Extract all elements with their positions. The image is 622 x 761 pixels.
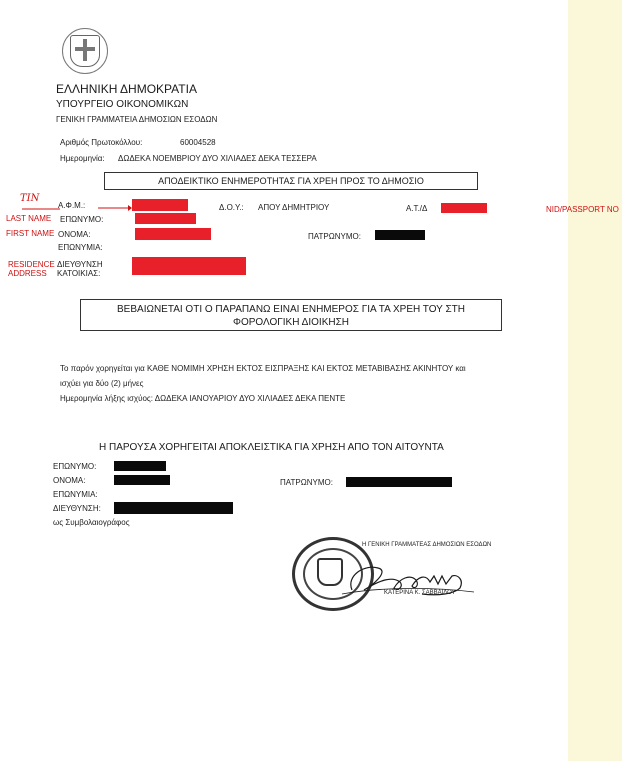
redacted-last-name (135, 213, 196, 224)
redacted-address (132, 257, 246, 275)
field-eponymia-label: ΕΠΩΝΥΜΙΑ: (58, 243, 103, 252)
field-eponymo-label: ΕΠΩΝΥΜΟ: (60, 215, 104, 224)
annotation-nid: NID/PASSPORT NO (546, 205, 619, 214)
date-value: ΔΩΔΕΚΑ ΝΟΕΜΒΡΙΟΥ ΔΥΟ ΧΙΛΙΑΔΕΣ ΔΕΚΑ ΤΕΣΣΕΡΑ (118, 154, 317, 163)
redacted-section2-onoma (114, 475, 170, 485)
section2-heading: Η ΠΑΡΟΥΣΑ ΧΟΡΗΓΕΙΤΑΙ ΑΠΟΚΛΕΙΣΤΙΚΑ ΓΙΑ ΧΡΗΣΗ ΑΠΟ ΤΟΝ ΑΙΤΟΥΝΤΑ (99, 442, 444, 453)
confirmation-line-1: ΒΕΒΑΙΩΝΕΤΑΙ ΟΤΙ Ο ΠΑΡΑΠΑΝΩ ΕΙΝΑΙ ΕΝΗΜΕΡΟΣ ΓΙΑ ΤΑ ΧΡΕΗ ΤΟΥ ΣΤΗ (117, 304, 465, 315)
redacted-first-name (135, 228, 211, 240)
redacted-nid (441, 203, 487, 213)
protocol-value: 60004528 (180, 138, 216, 147)
date-label: Ημερομηνία: (60, 154, 105, 163)
validity-line-1: Το παρόν χορηγείται για ΚΑΘΕ ΝΟΜΙΜΗ ΧΡΗΣΗ ΕΚΤΟΣ ΕΙΣΠΡΑΞΗΣ ΚΑΙ ΕΚΤΟΣ ΜΕΤΑΒΙΒΑΣΗΣ ΑΚΙΝΗΤΟΥ και (60, 364, 466, 373)
greek-emblem-icon (62, 28, 108, 74)
section2-address-label: ΔΙΕΥΘΥΝΣΗ: (53, 504, 101, 513)
confirmation-line-2: ΦΟΡΟΛΟΓΙΚΗ ΔΙΟΙΚΗΣΗ (233, 317, 349, 328)
confirmation-box (80, 299, 502, 331)
section2-eponymia-label: ΕΠΩΝΥΜΙΑ: (53, 490, 98, 499)
field-address-label-2: ΚΑΤΟΙΚΙΑΣ: (57, 269, 101, 278)
field-onoma-label: ΟΝΟΜΑ: (58, 230, 91, 239)
redacted-section2-patronymo (346, 477, 452, 487)
field-doy-label: Δ.Ο.Υ.: (219, 203, 244, 212)
signature-title: Η ΓΕΝΙΚΗ ΓΡΑΜΜΑΤΕΑΣ ΔΗΜΟΣΙΩΝ ΕΣΟΔΩΝ (362, 542, 492, 548)
redacted-patronymo (375, 230, 425, 240)
redacted-section2-eponymo (114, 461, 166, 471)
header-secretariat: ΓΕΝΙΚΗ ΓΡΑΜΜΑΤΕΙΑ ΔΗΜΟΣΙΩΝ ΕΣΟΔΩΝ (56, 115, 218, 124)
certificate-title: ΑΠΟΔΕΙΚΤΙΚΟ ΕΝΗΜΕΡΟΤΗΤΑΣ ΓΙΑ ΧΡΕΗ ΠΡΟΣ ΤΟ ΔΗΜΟΣΙΟ (158, 176, 424, 186)
section2-eponymo-label: ΕΠΩΝΥΜΟ: (53, 462, 97, 471)
annotation-residence: RESIDENCE ADDRESS (8, 260, 55, 278)
section2-onoma-label: ΟΝΟΜΑ: (53, 476, 86, 485)
section2-patronymo-label: ΠΑΤΡΩΝΥΜΟ: (280, 478, 333, 487)
field-afm-label: Α.Φ.Μ.: (58, 201, 86, 210)
redacted-section2-address (114, 502, 233, 514)
redacted-tin (132, 199, 188, 211)
validity-line-2: ισχύει για δύο (2) μήνες (60, 379, 144, 388)
field-at-label: Α.Τ./Δ (406, 204, 428, 213)
field-patronymo-label: ΠΑΤΡΩΝΥΜΟ: (308, 232, 361, 241)
annotation-tin: TIN (20, 193, 40, 204)
certificate-title-box (104, 172, 478, 190)
section2-notary: ως Συμβολαιογράφος (53, 518, 130, 527)
field-doy-value: ΑΠΟΥ ΔΗΜΗΤΡΙΟΥ (258, 203, 330, 212)
annotation-first-name: FIRST NAME (6, 229, 55, 238)
signature-name: ΚΑΤΕΡΙΝΑ Κ. ΣΑΒΒΑΙΔΟΥ (384, 590, 456, 596)
validity-line-3: Ημερομηνία λήξης ισχύος: ΔΩΔΕΚΑ ΙΑΝΟΥΑΡΙΟΥ ΔΥΟ ΧΙΛΙΑΔΕΣ ΔΕΚΑ ΠΕΝΤΕ (60, 394, 346, 403)
protocol-label: Αριθμός Πρωτοκόλλου: (60, 138, 143, 147)
field-address-label-1: ΔΙΕΥΘΥΝΣΗ (57, 260, 103, 269)
header-republic: ΕΛΛΗΝΙΚΗ ΔΗΜΟΚΡΑΤΙΑ (56, 82, 197, 96)
header-ministry: ΥΠΟΥΡΓΕΙΟ ΟΙΚΟΝΟΜΙΚΩΝ (56, 99, 189, 110)
annotation-last-name: LAST NAME (6, 214, 52, 223)
